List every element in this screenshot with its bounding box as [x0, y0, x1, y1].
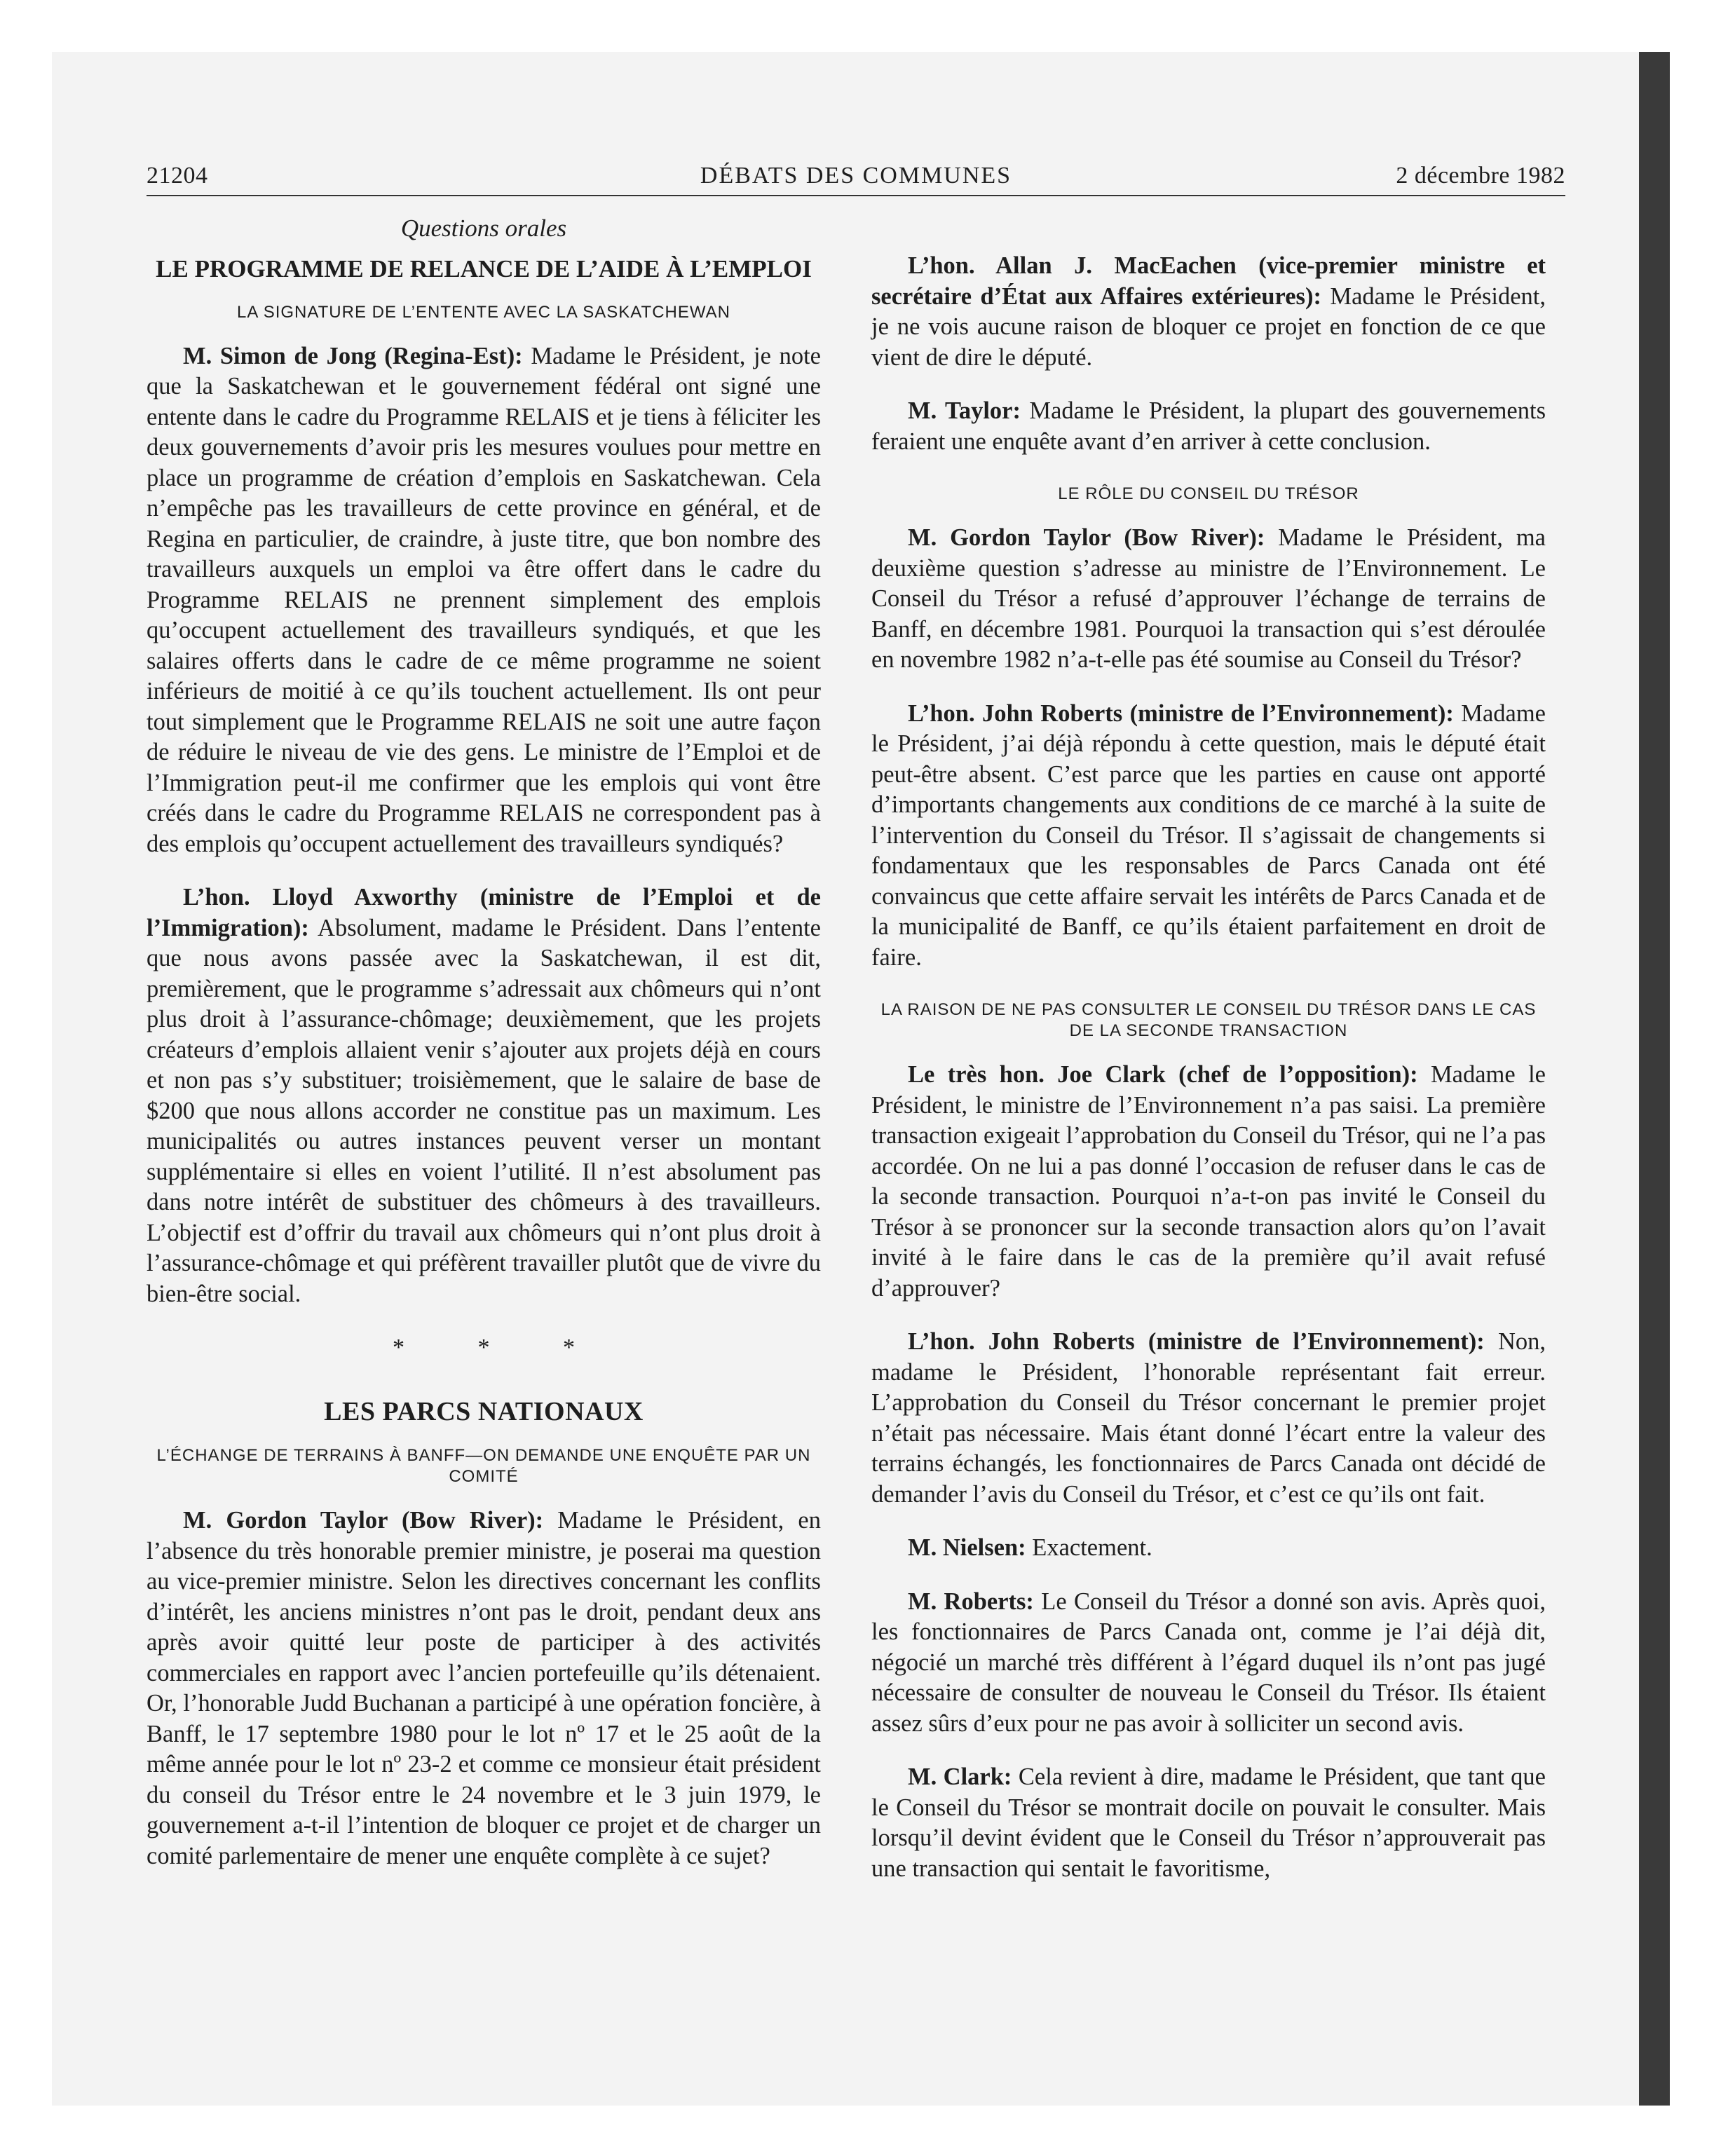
speech-roberts-2	[871, 1327, 1546, 1510]
speech-text: Madame le Président, j’ai déjà répondu à cette question, mais le député était peut-être absent. C’est parce que les parties en cause ont apporté d’importants changements aux conditions de ce marché à la suite de l’intervention du Conseil du Trésor. Il s’agissait de changements si fondamentaux que les responsables de Parcs Canada ont été convaincus que cette affaire servait les intérêts de Parcs Canada et de la municipalité de Banff, ce qu’ils étaient parfaitement en droit de faire.	[871, 700, 1546, 971]
speech-text: Madame le Président, je ne vois aucune raison de bloquer ce projet en fonction de ce que vient de dire le député.	[871, 282, 1546, 371]
header-rule	[147, 195, 1565, 196]
speaker-name: Le très hon. Joe Clark (chef de l’opposition):	[908, 1061, 1418, 1088]
speech-text: Madame le Président, je note que la Saskatchewan et le gouvernement fédéral ont signé une entente dans le cadre du Programme RELAIS et je tiens à féliciter les deux gouvernements d’avoir pris les mesures voulues pour mettre en place un programme de création d’emplois en Saskatchewan. Cela n’empêche pas les travailleurs de cette province en général, et de Regina en particulier, de craindre, à juste titre, que bon nombre des travailleurs auxquels un emploi va être offert dans le cadre du Programme RELAIS ne prennent simplement des emplois qu’occupent actuellement des travailleurs syndiqués, et que les salaires offerts dans le cadre de ce même programme ne soient inférieurs de moitié à ce qu’ils touchent actuellement. Ils ont peur tout simplement que le Programme RELAIS ne soit une autre façon de réduire le niveau de vie des gens. Le ministre de l’Emploi et de l’Immigration peut-il me confirmer que les emplois qui vont être créés dans le cadre du Programme RELAIS ne correspondent pas à des emplois qu’occupent actuellement des travailleurs syndiqués?	[147, 342, 821, 857]
heading-parcs: LES PARCS NATIONAUX	[324, 1396, 644, 1426]
speech-text: Exactement.	[1026, 1534, 1152, 1561]
speaker-name: M. Simon de Jong (Regina-Est):	[183, 342, 523, 369]
journal-title: DÉBATS DES COMMUNES	[700, 163, 1012, 189]
subheading-raison: LA RAISON DE NE PAS CONSULTER LE CONSEIL DU TRÉSOR DANS LE CAS DE LA SECONDE TRANSACTION	[880, 1000, 1537, 1040]
speech-text: Absolument, madame le Président. Dans l’entente que nous avons passée avec la Saskatchewan, il est dit, premièrement, que le programme s’adressait aux chômeurs qui n’ont plus droit à l’assurance-chômage; deuxièmement, que les projets créateurs d’emplois allaient venir s’ajouter aux projets déjà en cours et non pas s’y substituer; troisièmement, que le salaire de base de $200 que nous allons accorder ne constitue pas un maximum. Les municipalités ou autres instances peuvent verser un montant supplémentaire si elles en voient l’utilité. Il n’est absolument pas dans notre intérêt de substituer des chômeurs à des travailleurs. L’objectif est d’offrir du travail aux chômeurs qui n’ont plus droit à l’assurance-chômage et qui préfèrent travailler plutôt que de vivre du bien-être social.	[147, 914, 821, 1307]
speech-taylor-reply	[871, 396, 1546, 457]
speaker-name: M. Clark:	[908, 1763, 1012, 1790]
speech-de-jong	[147, 341, 821, 860]
speech-clark-2	[871, 1762, 1546, 1884]
running-header	[147, 163, 1565, 195]
speech-text: Madame le Président, le ministre de l’Environnement n’a pas saisi. La première transaction exigeait l’approbation du Conseil du Trésor, qui ne l’a pas accordée. On ne lui a pas donné l’occasion de refuser dans le cas de la seconde transaction. Pourquoi n’a-t-on pas invité le Conseil du Trésor à se prononcer sur la seconde transaction alors qu’on l’avait invité à le faire dans le cas de la première qu’il avait refusé d’approuver?	[871, 1061, 1546, 1302]
speech-text: Non, madame le Président, l’honorable représentant fait erreur. L’approbation du Conseil du Trésor concernant le premier projet n’était pas nécessaire. Mais étant donné l’écart entre la valeur des terrains échangés, les fonctionnaires de Parcs Canada ont décidé de demander l’avis du Conseil du Trésor, et c’est ce qu’ils ont fait.	[871, 1328, 1546, 1508]
speech-text: Madame le Président, ma deuxième question s’adresse au ministre de l’Environnement. Le Conseil du Trésor a refusé d’approuver l’échange de terrains de Banff, en décembre 1981. Pourquoi la transaction qui s’est déroulée en novembre 1982 n’a-t-elle pas été soumise au Conseil du Trésor?	[871, 524, 1546, 673]
speaker-name: M. Gordon Taylor (Bow River):	[183, 1507, 544, 1534]
right-column	[871, 207, 1546, 1907]
speech-text: Le Conseil du Trésor a donné son avis. Après quoi, les fonctionnaires de Parcs Canada ont, comme je l’ai déjà dit, négocié un marché très différent à l’égard duquel ils n’ont pas jugé nécessaire de consulter de nouveau le Conseil du Trésor. Ils étaient assez sûrs d’eux pour ne pas avoir à solliciter un second avis.	[871, 1588, 1546, 1737]
speech-text: Madame le Président, en l’absence du très honorable premier ministre, je poserai ma question au vice-premier ministre. Selon les directives concernant les conflits d’intérêt, les anciens ministres n’ont pas le droit, pendant deux ans après avoir quitté leur poste de participer à des activités commerciales en rapport avec l’ancien portefeuille qu’ils détenaient. Or, l’honorable Judd Buchanan a participé à une opération foncière, à Banff, le 17 septembre 1980 pour le lot nº 17 et le 25 août de la même année pour le lot nº 23-2 et comme ce monsieur était président du conseil du Trésor entre le 24 novembre et le 3 juin 1979, le gouvernement a-t-il l’intention de bloquer ce projet et de charger un comité parlementaire de mener une enquête complète à ce sujet?	[147, 1507, 821, 1869]
speech-roberts	[871, 699, 1546, 974]
speech-nielsen	[871, 1533, 1546, 1564]
speech-text: Madame le Président, la plupart des gouvernements feraient une enquête avant d’en arriver à cette conclusion.	[871, 397, 1546, 455]
heading-relance: LE PROGRAMME DE RELANCE DE L’AIDE À L’EMPLOI	[156, 254, 812, 282]
scan-edge-shadow	[1639, 52, 1670, 2106]
speaker-name: M. Gordon Taylor (Bow River):	[908, 524, 1265, 551]
speaker-name: M. Roberts:	[908, 1588, 1034, 1615]
section-title: Questions orales	[400, 214, 567, 242]
speaker-name: M. Nielsen:	[908, 1534, 1026, 1561]
subheading-conseil: LE RÔLE DU CONSEIL DU TRÉSOR	[1058, 484, 1359, 503]
speaker-name: L’hon. Allan J. MacEachen (vice-premier ministre et secrétaire d’État aux Affaires extérieures):	[871, 252, 1546, 310]
speech-roberts-3	[871, 1587, 1546, 1740]
issue-date: 2 décembre 1982	[1396, 163, 1565, 189]
subheading-saskatchewan: LA SIGNATURE DE L’ENTENTE AVEC LA SASKATCHEWAN	[237, 302, 730, 322]
speech-axworthy	[147, 882, 821, 1309]
speaker-name: L’hon. Lloyd Axworthy (ministre de l’Emploi et de l’Immigration):	[147, 884, 821, 941]
speaker-name: L’hon. John Roberts (ministre de l’Environnement):	[908, 700, 1454, 727]
speech-clark	[871, 1060, 1546, 1304]
speech-taylor-2	[871, 523, 1546, 676]
subheading-banff: L’ÉCHANGE DE TERRAINS À BANFF—ON DEMANDE UNE ENQUÊTE PAR UN COMITÉ	[156, 1446, 811, 1486]
section-separator: * * *	[393, 1335, 608, 1360]
speaker-name: L’hon. John Roberts (ministre de l’Environnement):	[908, 1328, 1485, 1355]
left-column	[147, 207, 821, 1895]
speech-text: Cela revient à dire, madame le Président, que tant que le Conseil du Trésor se montrait docile on pouvait le consulter. Mais lorsqu’il devint évident que le Conseil du Trésor n’approuverait pas une transaction qui sentait le favoritisme,	[871, 1763, 1546, 1882]
page-number: 21204	[147, 163, 208, 189]
speaker-name: M. Taylor:	[908, 397, 1021, 424]
speech-maceachen	[871, 251, 1546, 373]
speech-taylor	[147, 1506, 821, 1871]
